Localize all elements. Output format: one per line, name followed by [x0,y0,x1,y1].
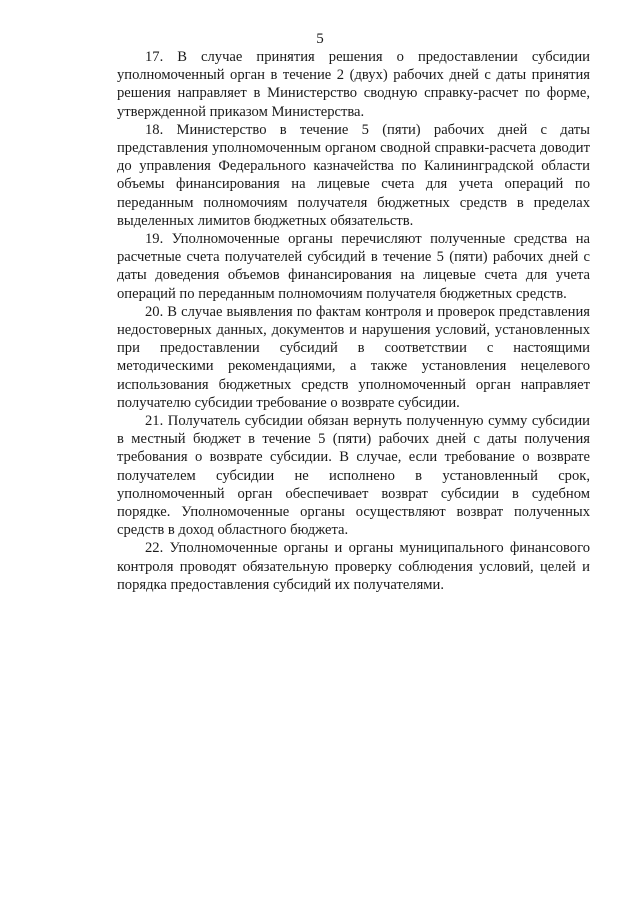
paragraph-19: 19. Уполномоченные органы перечисляют полученные средства на расчетные счета получателей субсидий в течение 5 (пяти) рабочих дней с даты доведения объемов финансирования на лицевые счета для учета операций по переданным полномочиям получателя бюджетных средств. [117,231,590,302]
paragraph-20: 20. В случае выявления по фактам контроля и проверок представления недостоверных данных, документов и нарушения условий, установленных при предоставлении субсидий в соответствии с настоящими методическими рекомендациями, а также установления нецелевого использования бюджетных средств уполномоченный орган направляет получателю субсидии требование о возврате субсидии. [117,303,590,411]
paragraph-18: 18. Министерство в течение 5 (пяти) рабочих дней с даты представления уполномоченным органом сводной справки-расчета доводит до управления Федерального казначейства по Калининградской области объемы финансирования на лицевые счета для учета операций по переданным полномочиям получателя бюджетных средств в пределах выделенных лимитов бюджетных обязательств. [117,121,590,229]
paragraph-21: 21. Получатель субсидии обязан вернуть полученную сумму субсидии в местный бюджет в течение 5 (пяти) рабочих дней с даты получения требования о возврате субсидии. В случае, если требование о возврате получателем субсидии не исполнено в установленный срок, уполномоченный орган обеспечивает возврат субсидии в судебном порядке. Уполномоченные органы осуществляют возврат полученных средств в доход областного бюджета. [117,413,590,539]
paragraph-22: 22. Уполномоченные органы и органы муниципального финансового контроля проводят обязательную проверку соблюдения условий, целей и порядка предоставления субсидий их получателями. [117,540,590,593]
document-body [117,48,590,594]
paragraph-17: 17. В случае принятия решения о предоставлении субсидии уполномоченный орган в течение 2 (двух) рабочих дней с даты принятия решения направляет в Министерство сводную справку-расчет по форме, утвержденной приказом Министерства. [117,49,590,120]
page-number: 5 [316,31,324,47]
